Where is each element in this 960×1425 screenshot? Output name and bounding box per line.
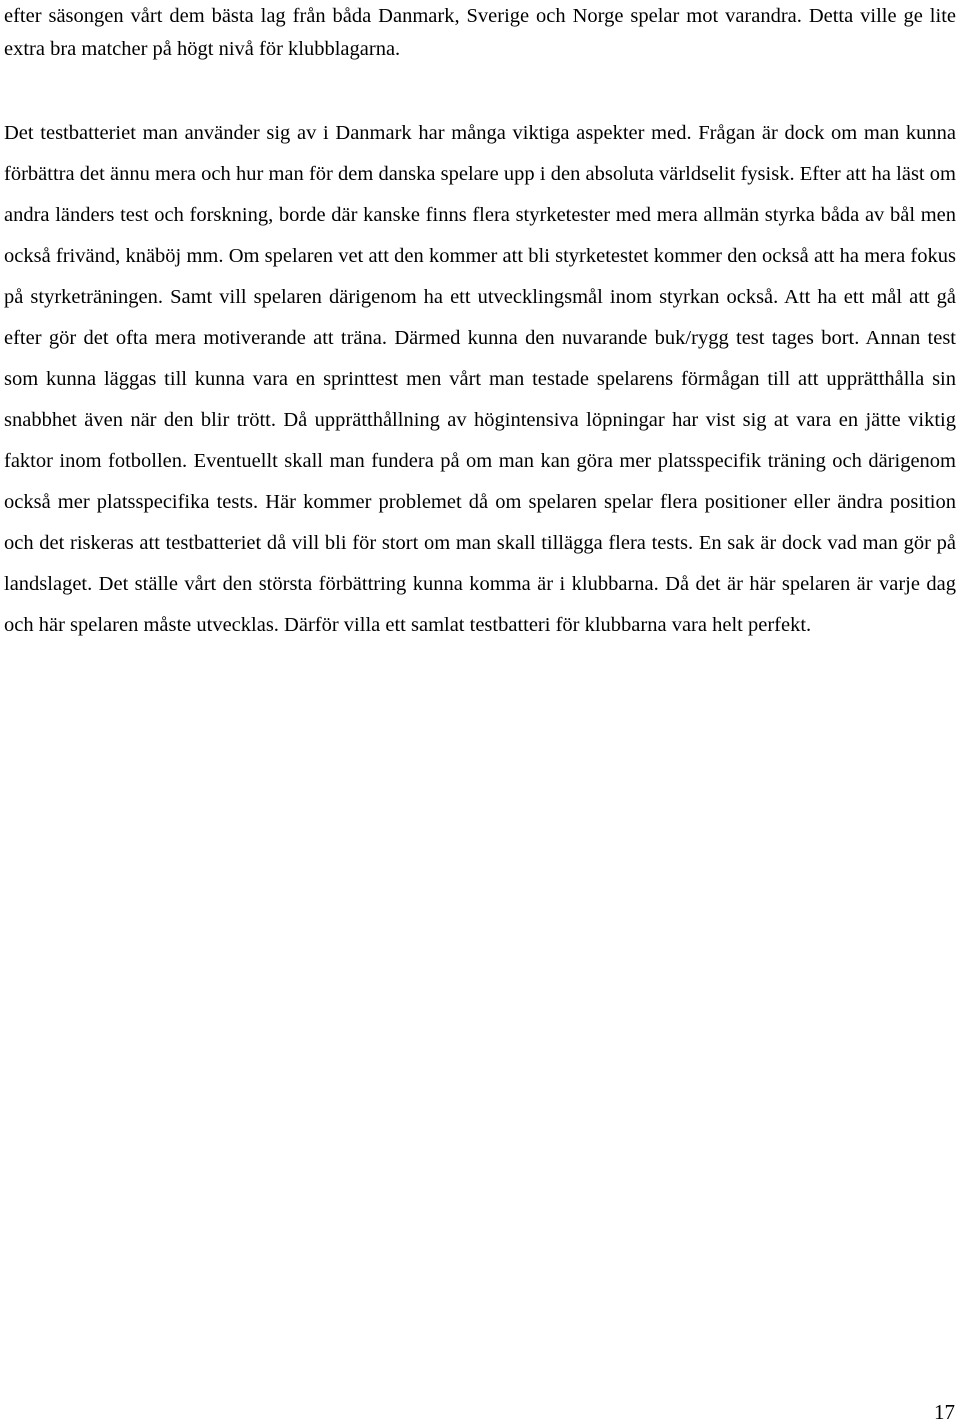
paragraph-main: Det testbatteriet man använder sig av i Danmark har många viktiga aspekter med. Frågan är dock om man kunna förbättra det ännu mera och hur man för dem danska spelare upp i den absoluta världselit fysisk. Efter att ha läst om andra länders test och forskning, borde där kanske finns flera styrketester med mera allmän styrka båda av bål men också frivänd, knäböj mm. Om spelaren vet att den kommer att bli styrketestet kommer den också att ha mera fokus på styrketräningen. Samt vill spelaren därigenom ha ett utvecklingsmål inom styrkan också. Att ha ett mål att gå efter gör det ofta mera motiverande att träna. Därmed kunna den nuvarande buk/rygg test tages bort. Annan test som kunna läggas till kunna vara en sprinttest men vårt man testade spelarens förmågan till att upprätthålla sin snabbhet även när den blir trött. Då upprätthållning av högintensiva löpningar har vist sig at vara en jätte viktig faktor inom fotbollen. Eventuellt skall man fundera på om man kan göra mer platsspecifik träning och därigenom också mer platsspecifika tests. Här kommer problemet då om spelaren spelar flera positioner eller ändra position och det riskeras att testbatteriet då vill bli för stort om man skall tillägga flera tests. En sak är dock vad man gör på landslaget. Det ställe vårt den största förbättring kunna komma är i klubbarna. Då det är här spelaren är varje dag och här spelaren måste utvecklas. Därför villa ett samlat testbatteri för klubbarna vara helt perfekt. — [4, 122, 956, 636]
page-number: 17 — [934, 1400, 955, 1424]
paragraph-intro: efter säsongen vårt dem bästa lag från båda Danmark, Sverige och Norge spelar mot varandra. Detta ville ge lite extra bra matcher på högt nivå för klubblagarna. — [4, 5, 956, 60]
